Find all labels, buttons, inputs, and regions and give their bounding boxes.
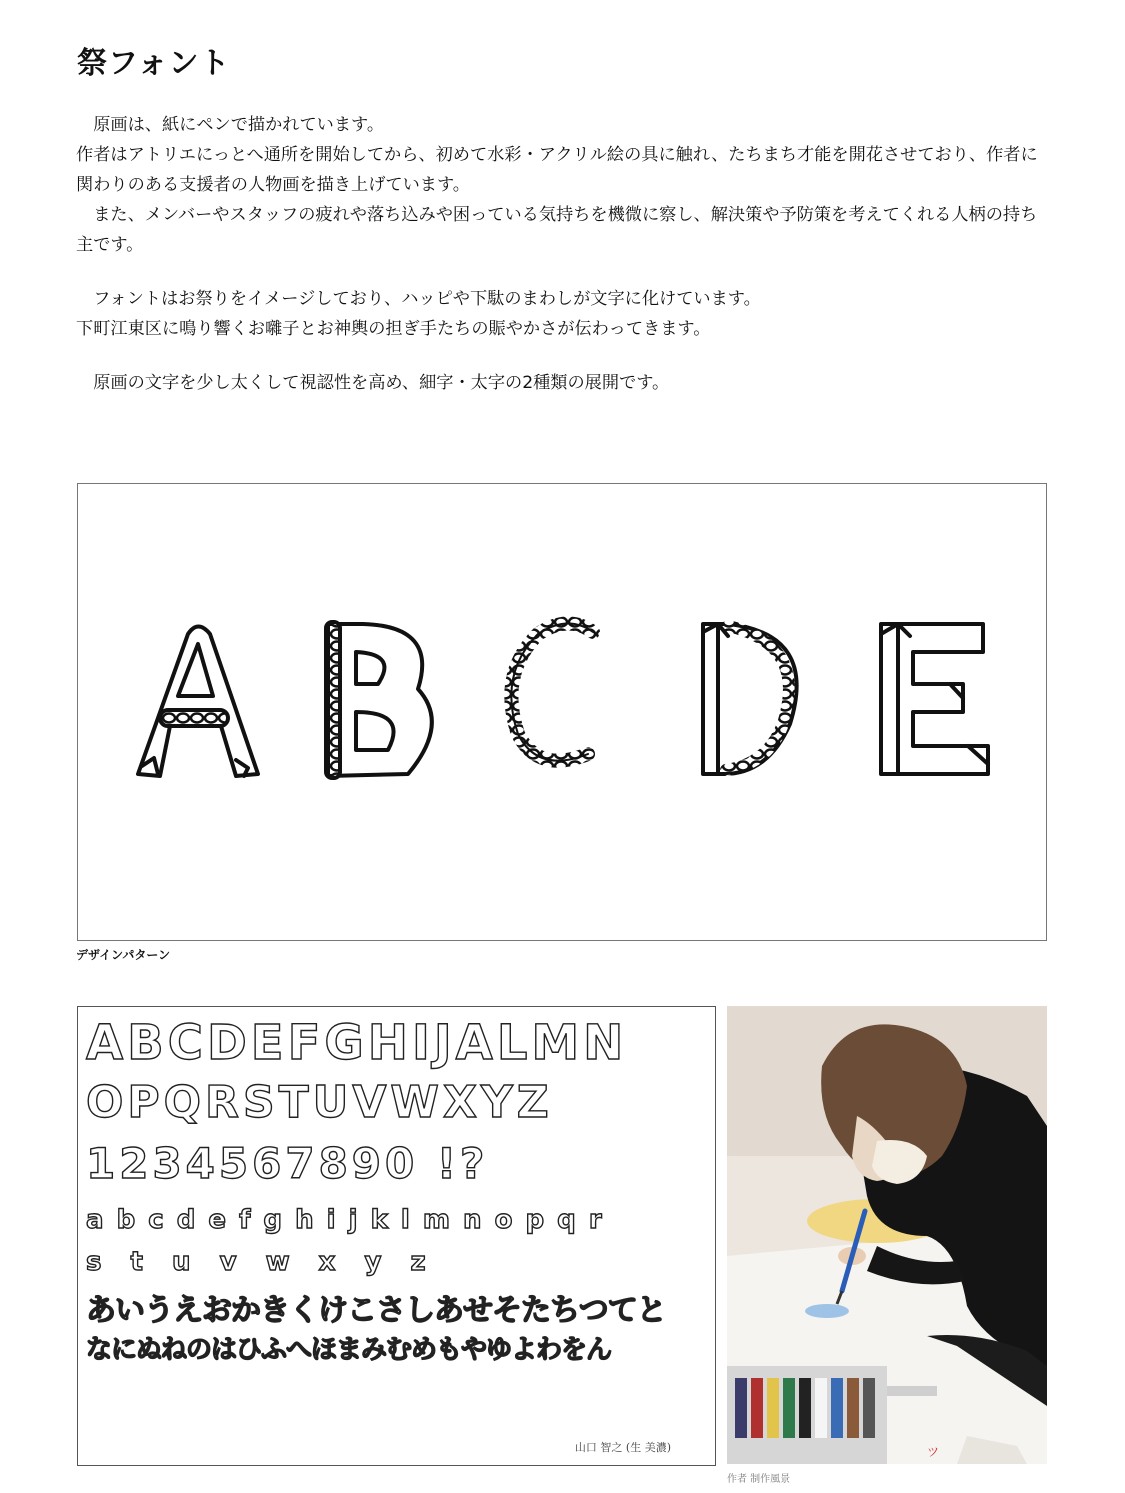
letter-e: [881, 624, 988, 774]
description: [76, 110, 1051, 398]
svg-text:ツ: ツ: [927, 1445, 940, 1459]
page-title: 祭フォント: [77, 46, 231, 81]
photo-caption: 作者 制作風景: [727, 1474, 791, 1485]
paragraph: 作者はアトリエにっとへ通所を開始してから、初めて水彩・アクリル絵の具に触れ、たちまち才能を開花させており、作者に関わりのある支援者の人物画を描き上げています。: [76, 145, 1038, 195]
sheet-row-lowercase-2: s t u v w x y z: [86, 1247, 436, 1277]
font-sample-letters: [78, 484, 1046, 940]
letter-a: [138, 627, 258, 777]
sheet-row-hiragana-2: なにぬねのはひふへほまみむめもやゆよわをん: [86, 1335, 612, 1365]
sheet-row-uppercase-1: ABCDEFGHIJALMN: [86, 1015, 628, 1071]
sheet-row-lowercase-1: a b c d e f g h i j k l m n o p q r: [86, 1205, 604, 1235]
sheet-row-uppercase-2: OPQRSTUVWXYZ: [86, 1077, 553, 1128]
paint-tubes: [735, 1378, 875, 1438]
paragraph: また、メンバーやスタッフの疲れや落ち込みや困っている気持ちを機微に察し、解決策や予防策を考えてくれる人柄の持ち主です。: [76, 205, 1038, 255]
artist-signature: 山口 智之 (生 美濃): [574, 1441, 671, 1454]
paragraph: フォントはお祭りをイメージしており、ハッピや下駄のまわしが文字に化けています。: [76, 289, 761, 309]
panel-caption: デザインパターン: [76, 948, 171, 962]
paragraph: 原画の文字を少し太くして視認性を高め、細字・太字の2種類の展開です。: [76, 373, 670, 393]
artist-photo: [727, 1006, 1047, 1464]
letter-c: [511, 623, 593, 760]
sheet-row-digits: 1234567890 !?: [86, 1139, 489, 1188]
letter-b: [326, 622, 432, 778]
photo-illustration: [727, 1006, 1047, 1464]
sheet-row-hiragana-1: あいうえおかきくけこさしあせそたちつてと: [86, 1293, 666, 1328]
design-pattern-panel: [77, 483, 1047, 941]
paragraph: 原画は、紙にペンで描かれています。: [76, 115, 385, 135]
letter-d: [703, 624, 797, 774]
paragraph: 下町江東区に鳴り響くお囃子とお神輿の担ぎ手たちの賑やかさが伝わってきます。: [76, 319, 711, 339]
original-drawing-sheet: [77, 1006, 716, 1466]
